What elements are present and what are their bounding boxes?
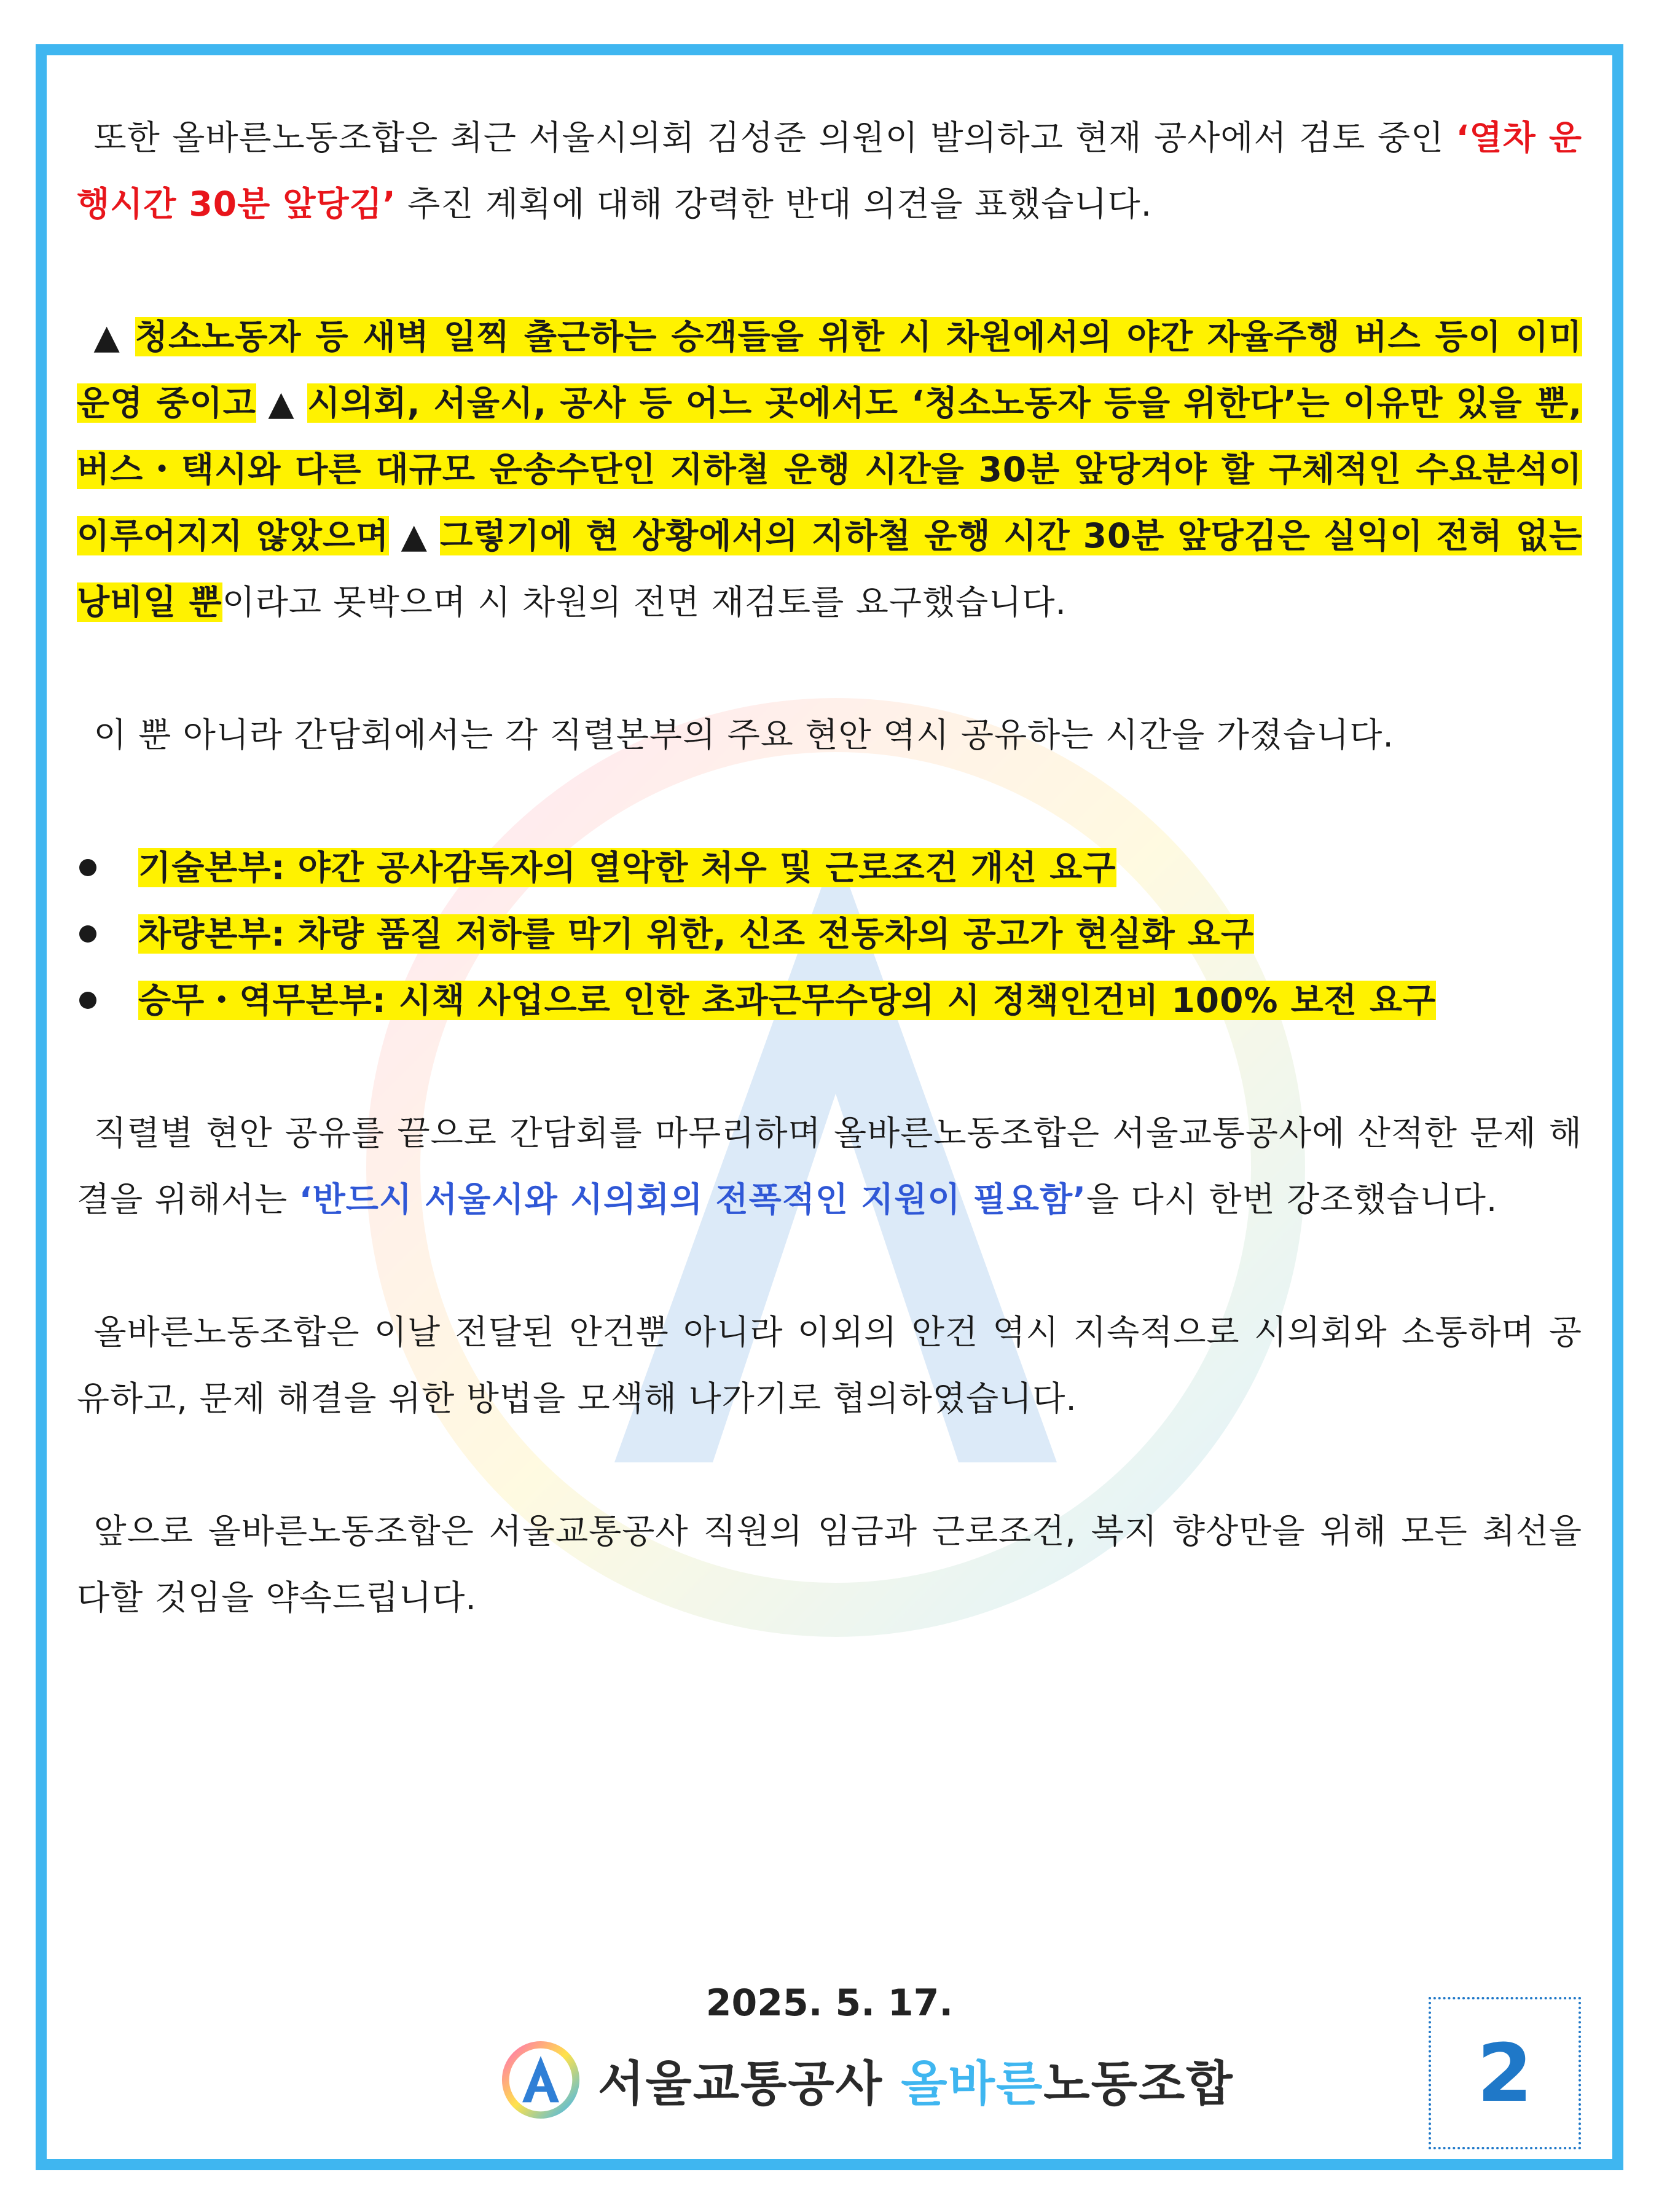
union-logo-icon (501, 2040, 581, 2120)
organization-name: 서울교통공사 올바른노동조합 (598, 2057, 1234, 2112)
paragraph-text: 추진 계획에 대해 강력한 반대 의견을 표했습니다. (396, 184, 1153, 224)
triangle-marker: ▲ (93, 317, 135, 356)
highlighted-reason-1: 청소노동자 등 새벽 일찍 출근하는 승객들을 위한 시 차원에서의 야간 자율주행 버스 등이 이미 운영 중이고 (77, 317, 1583, 423)
list-item (77, 834, 1582, 901)
request-text: 차량본부: 차량 품질 저하를 막기 위한, 신조 전동차의 공고가 현실화 요구 (138, 914, 1255, 954)
highlighted-reason-3: 그렇기에 현 상황에서의 지하철 운행 시간 30분 앞당김은 실익이 전혀 없는 낭비일 뿐 (77, 516, 1582, 622)
organization-signature (501, 2040, 1234, 2120)
paragraph-opposition (77, 104, 1582, 237)
highlighted-reason-2: 시의회, 서울시, 공사 등 어느 곳에서도 ‘청소노동자 등을 위한다’는 이유만 있을 뿐, 버스・택시와 다른 대규모 운송수단인 지하철 운행 시간을 30분 앞당겨야 할 구체적인 수요분석이 이루어지지 않았으며 (77, 383, 1582, 555)
paragraph-issues-intro: 이 뿐 아니라 간담회에서는 각 직렬본부의 주요 현안 역시 공유하는 시간을 가졌습니다. (93, 715, 1394, 755)
paragraph-text: 또한 올바른노동조합은 최근 서울시의회 김성준 의원이 발의하고 현재 공사에서 검토 중인 (93, 118, 1456, 157)
paragraph-communication: 올바른노동조합은 이날 전달된 안건뿐 아니라 이외의 안건 역시 지속적으로 시의회와 소통하며 공유하고, 문제 해결을 위한 방법을 모색해 나가기로 협의하였습니다. (77, 1312, 1582, 1418)
request-text: 기술본부: 야간 공사감독자의 열악한 처우 및 근로조건 개선 요구 (138, 848, 1116, 887)
list-item (77, 901, 1582, 967)
triangle-marker: ▲ (389, 516, 441, 555)
page-number: 2 (1429, 1997, 1581, 2149)
document-date: 2025. 5. 17. (705, 1982, 954, 2025)
triangle-marker: ▲ (256, 383, 308, 423)
document-body (77, 104, 1582, 1631)
request-text: 승무・역무본부: 시책 사업으로 인한 초과근무수당의 시 정책인건비 100% 보전 요구 (138, 981, 1437, 1020)
paragraph-text: 이라고 못박으며 시 차원의 전면 재검토를 요구했습니다. (222, 582, 1067, 622)
paragraph-text: 을 다시 한번 강조했습니다. (1086, 1180, 1498, 1219)
bullet-icon (79, 992, 96, 1009)
bullet-icon (79, 859, 96, 876)
paragraph-support-needed (77, 1100, 1582, 1233)
paragraph-promise: 앞으로 올바른노동조합은 서울교통공사 직원의 임금과 근로조건, 복지 향상만을 위해 모든 최선을 다할 것임을 약속드립니다. (77, 1512, 1582, 1617)
blue-emphasis-text: ‘반드시 서울시와 시의회의 전폭적인 지원이 필요함’ (299, 1180, 1087, 1219)
division-requests-list (77, 834, 1582, 1033)
red-emphasis-text: ‘열차 운행시간 30분 앞당김’ (77, 118, 1583, 224)
paragraph-reasons (77, 304, 1582, 635)
list-item (77, 967, 1582, 1033)
paragraph-text: 직렬별 현안 공유를 끝으로 간담회를 마무리하며 올바른노동조합은 서울교통공사에 산적한 문제 해결을 위해서는 (77, 1113, 1582, 1219)
bullet-icon (79, 925, 96, 943)
